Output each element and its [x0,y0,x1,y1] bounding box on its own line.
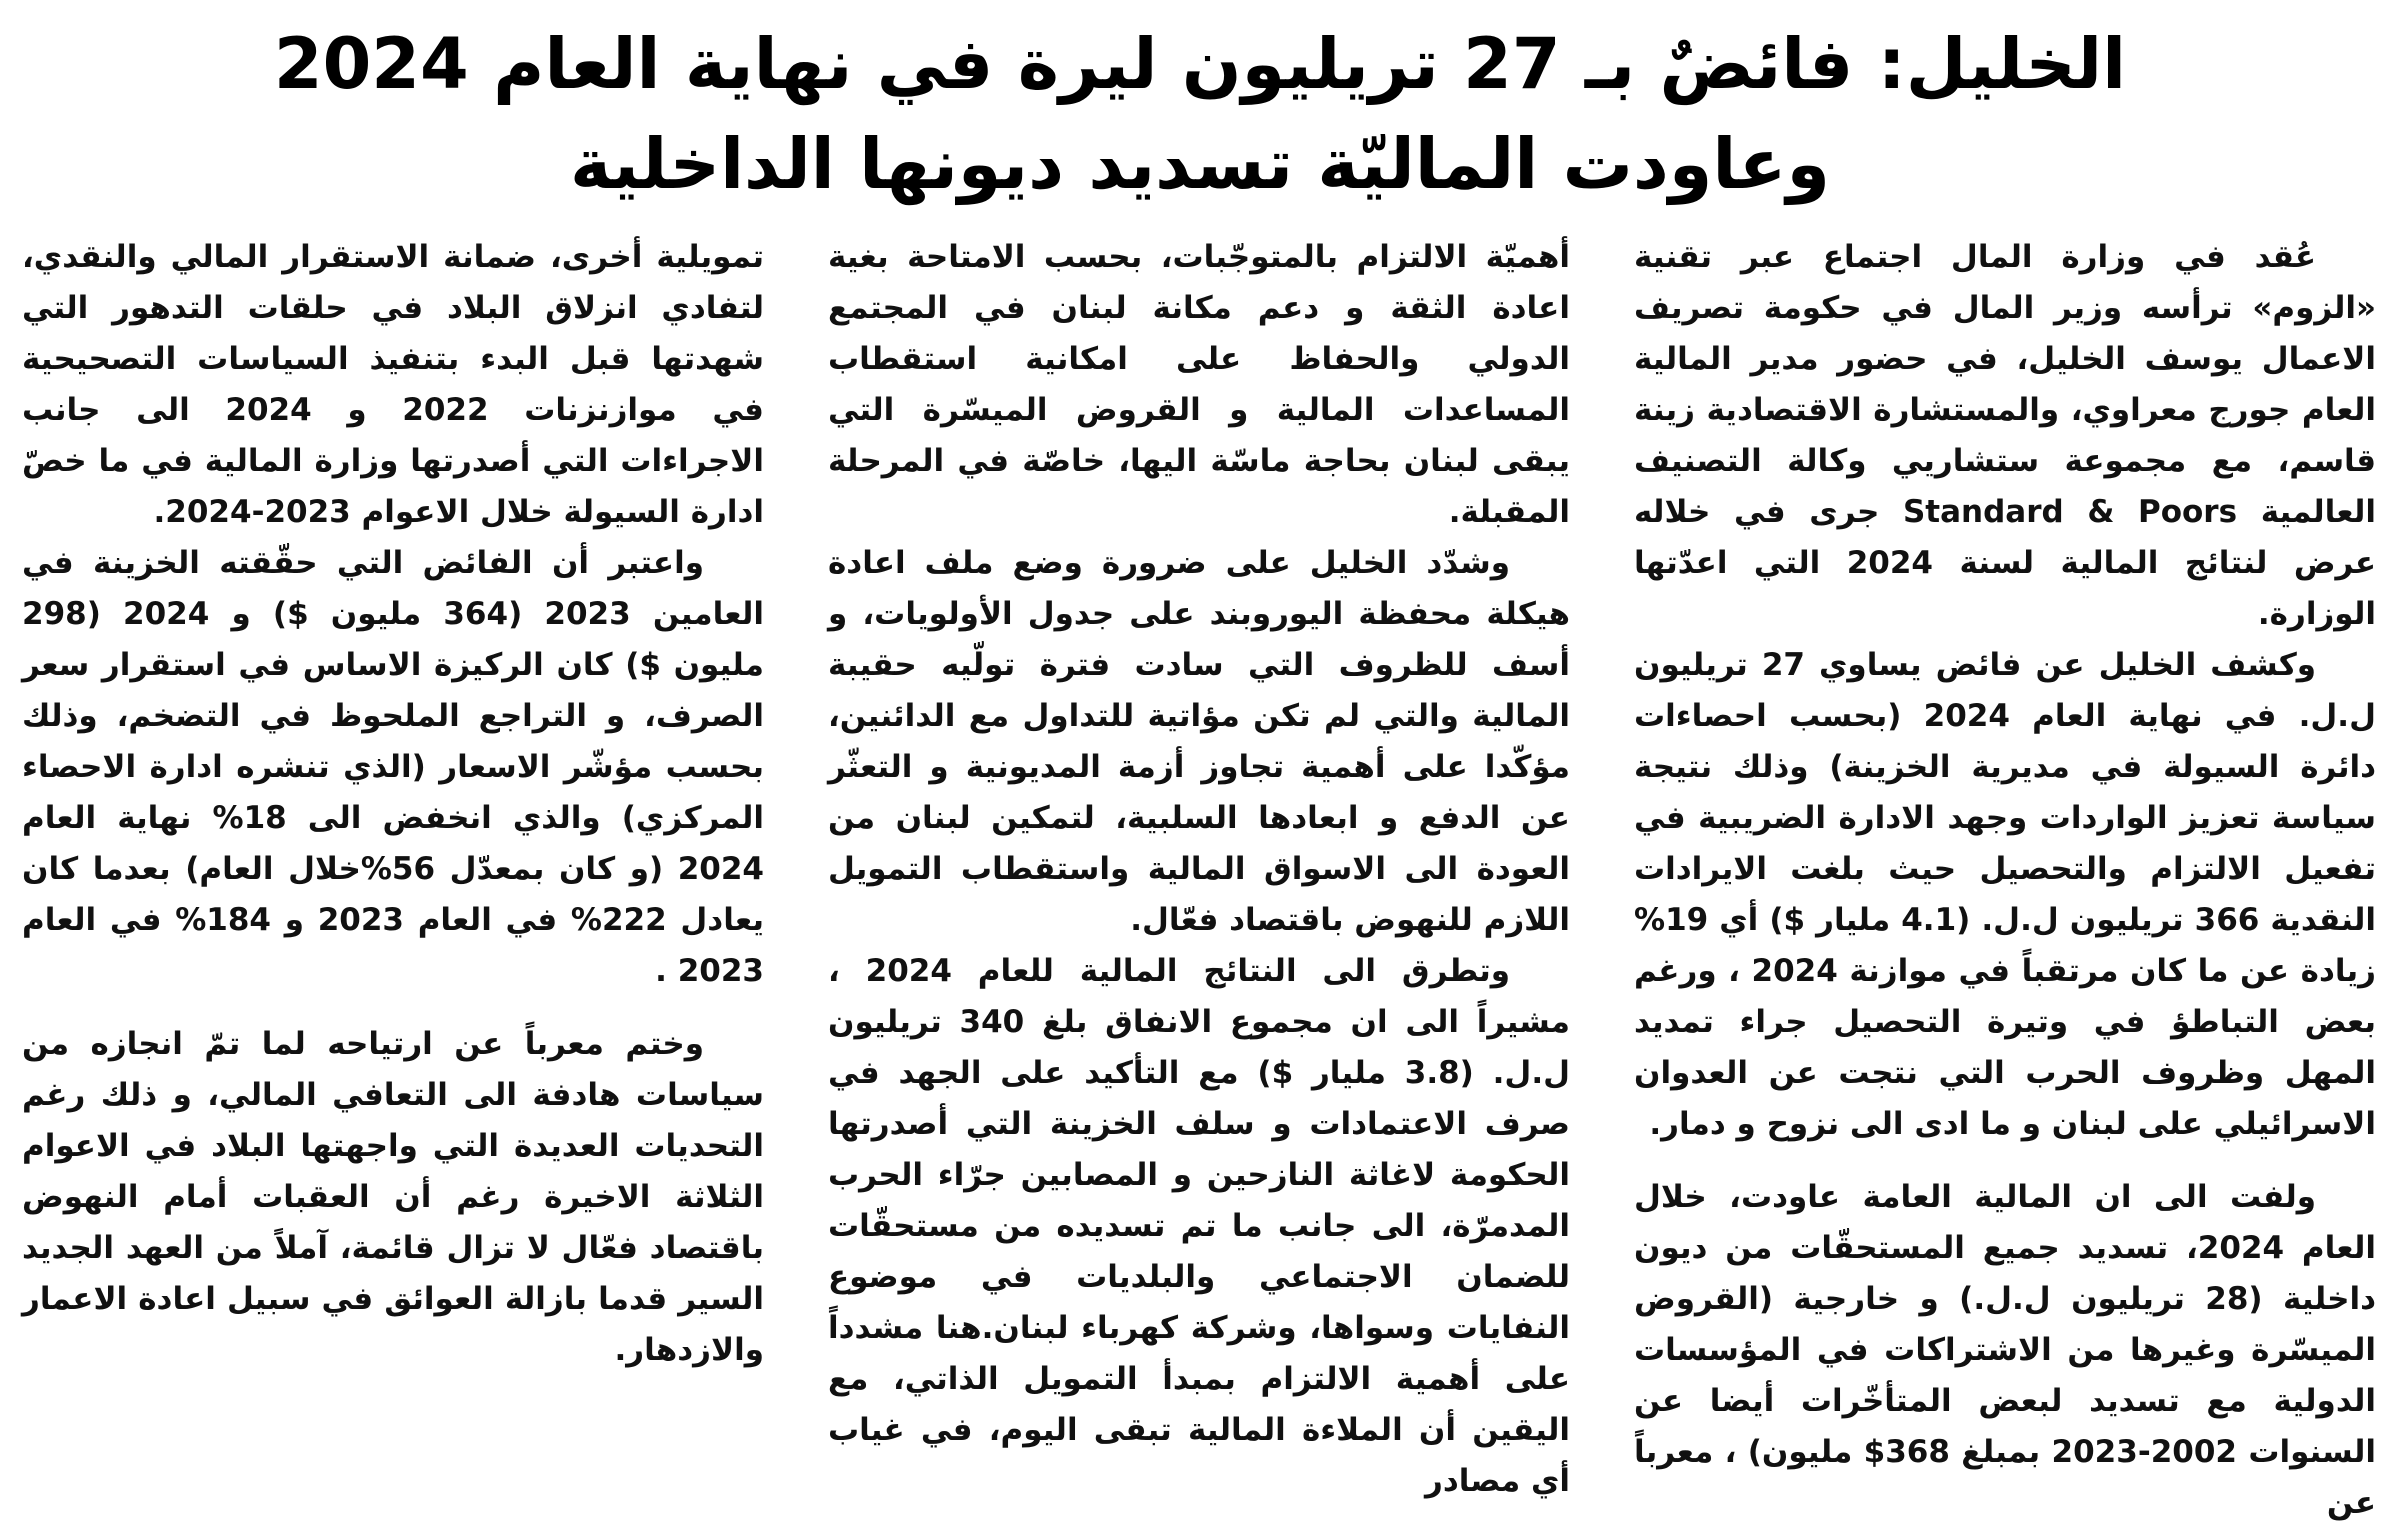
headline-line-1: الخليل: فائضٌ بـ 27 تريليون ليرة في نهاية العام 2024 [273,23,2127,105]
paragraph: أهميّة الالتزام بالمتوجّبات، بحسب الامتاحة بغية اعادة الثقة و دعم مكانة لبنان في المجتمع الدولي والحفاظ على امكانية استقطاب المساعدات المالية و القروض الميسّرة التي يبقى لبنان بحاجة ماسّة اليها، خاصّة في المرحلة المقبلة. [828,239,1570,530]
paragraph: وكشف الخليل عن فائض يساوي 27 تريليون ل.ل. في نهاية العام 2024 (بحسب احصاءات دائرة السيولة في مديرية الخزينة) وذلك نتيجة سياسة تعزيز الواردات وجهد الادارة الضريبية في تفعيل الالتزام والتحصيل حيث بلغت الايرادات النقدية 366 تريليون ل.ل. (4.1 مليار $) أي 19% زيادة عن ما كان مرتقباً في موازنة 2024 ، ورغم بعض التباطؤ في وتيرة التحصيل جراء تمديد المهل وظروف الحرب التي نتجت عن العدوان الاسرائيلي على لبنان و ما ادى الى نزوح و دمار. [1634,647,2377,1142]
paragraph: وشدّد الخليل على ضرورة وضع ملف اعادة هيكلة محفظة اليوروبند على جدول الأولويات، و أسف للظروف التي سادت فترة تولّيه حقيبة المالية والتي لم تكن مؤاتية للتداول مع الدائنين، مؤكّدا على أهمية تجاوز أزمة المديونية و التعثّر عن الدفع و ابعادها السلبية، لتمكين لبنان من العودة الى الاسواق المالية واستقطاب التمويل اللازم للنهوض باقتصاد فعّال. [828,545,1570,938]
paragraph: عُقد في وزارة المال اجتماع عبر تقنية «الزوم» ترأسه وزير المال في حكومة تصريف الاعمال يوسف الخليل، في حضور مدير المالية العام جورج معراوي، والمستشارة الاقتصادية زينة قاسم، مع مجموعة ستشاريي وكالة التصنيف العالمية Standard & Poors جرى في خلاله عرض لنتائج المالية لسنة 2024 التي اعدّتها الوزارة. [1634,239,2377,632]
article-columns [22,232,2377,1521]
paragraph: تمويلية أخرى، ضمانة الاستقرار المالي والنقدي، لتفادي انزلاق البلاد في حلقات التدهور التي شهدتها قبل البدء بتنفيذ السياسات التصحيحية في موازنزنات 2022 و 2024 الى جانب الاجراءات التي أصدرتها وزارة المالية في ما خصّ ادارة السيولة خلال الاعوام 2023-2024. [22,239,764,530]
headline-line-2: وعاودت الماليّة تسديد ديونها الداخلية [570,123,1830,205]
paragraph: واعتبر أن الفائض التي حقّقته الخزينة في العامين 2023 (364 مليون $) و 2024 (298 مليون $) كان الركيزة الاساس في استقرار سعر الصرف، و التراجع الملحوظ في التضخم، وذلك بحسب مؤشّر الاسعار (الذي تنشره ادارة الاحصاء المركزي) والذي انخفض الى 18% نهاية العام 2024 (و كان بمعدّل 56%خلال العام) بعدما كان يعادل 222% في العام 2023 و 184% في العام 2023 . [22,545,764,989]
paragraph: ولفت الى ان المالية العامة عاودت، خلال العام 2024، تسديد جميع المستحقّات من ديون داخلية (28 تريليون ل.ل.) و خارجية (القروض الميسّرة وغيرها من الاشتراكات في المؤسسات الدولية مع تسديد لبعض المتأخّرات أيضا عن السنوات 2002-2023 بمبلغ 368$ مليون) ، معرباً عن [1634,1179,2377,1521]
column-3 [22,232,764,1437]
paragraph: وختم معرباً عن ارتياحه لما تمّ انجازه من سياسات هادفة الى التعافي المالي، و ذلك رغم التحديات العديدة التي واجهتها البلاد في الاعوام الثلاثة الاخيرة رغم أن العقبات أمام النهوض باقتصاد فعّال لا تزال قائمة، آملاً من العهد الجديد السير قدما بازالة العوائق في سبيل اعادة الاعمار والازدهار. [22,1026,764,1368]
headline [120,14,2280,214]
paragraph: وتطرق الى النتائج المالية للعام 2024 ، مشيراً الى ان مجموع الانفاق بلغ 340 تريليون ل.ل. (3.8 مليار $) مع التأكيد على الجهد في صرف الاعتمادات و سلف الخزينة التي أصدرتها الحكومة لاغاثة النازحين و المصابين جرّاء الحرب المدمرّة، الى جانب ما تم تسديده من مستحقّات للضمان الاجتماعي والبلديات في موضوع النفايات وسواها، وشركة كهرباء لبنان.هنا مشدداً على أهمية الالتزام بمبدأ التمويل الذاتي، مع اليقين أن الملاءة المالية تبقى اليوم، في غياب أي مصادر [828,953,1570,1499]
column-1 [1634,232,2377,1521]
column-2 [828,232,1570,1499]
